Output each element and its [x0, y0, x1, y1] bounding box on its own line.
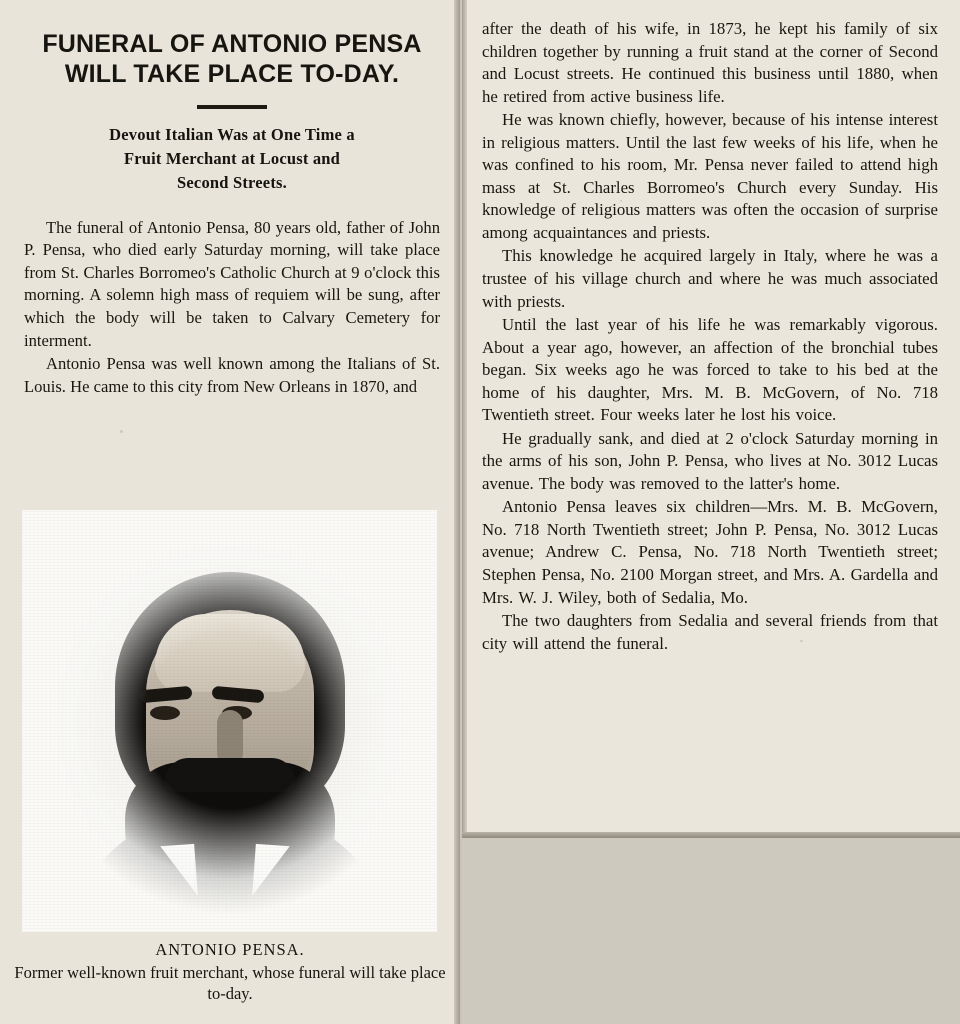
- portrait-halftone-grain: [22, 510, 437, 932]
- right-column-body: [482, 18, 938, 655]
- subheadline: [28, 123, 436, 195]
- page-bottom-background: [462, 838, 960, 1024]
- headline-line-1: FUNERAL OF ANTONIO PENSA: [42, 30, 422, 58]
- paragraph: The two daughters from Sedalia and several friends from that city will attend the funeral.: [482, 611, 938, 653]
- subheadline-line-3: Second Streets.: [177, 172, 287, 192]
- paragraph: He gradually sank, and died at 2 o'clock Saturday morning in the arms of his son, John P. Pensa, who lives at No. 3012 Lucas avenue. The body was removed to the latter's home.: [482, 428, 938, 493]
- portrait-photo-frame: [22, 510, 437, 932]
- subheadline-line-1: Devout Italian Was at One Time a: [109, 125, 355, 144]
- paragraph: Until the last year of his life he was remarkably vigorous. About a year ago, however, an affection of the bronchial tubes began. Six weeks ago he was forced to take to his bed at the home of his daughter, Mrs. M. B. McGovern, of No. 718 Twentieth street. Four weeks later he lost his voice.: [482, 315, 938, 425]
- photo-caption-title: ANTONIO PENSA.: [155, 940, 305, 959]
- page-title: [24, 30, 440, 89]
- paragraph: The funeral of Antonio Pensa, 80 years old, father of John P. Pensa, who died early Saturday morning, will take place from St. Charles Borromeo's Catholic Church at 9 o'clock this morning. A solemn high mass of requiem will be sung, after which the body will be taken to Calvary Cemetery for interment.: [24, 217, 440, 350]
- left-column: [0, 0, 460, 1024]
- paragraph: after the death of his wife, in 1873, he kept his family of six children together by running a fruit stand at the corner of Second and Locust streets. He continued this business until 1880, when he retired from active business life.: [482, 19, 938, 106]
- photo-caption: [10, 940, 450, 1005]
- portrait-of-antonio-pensa: [22, 510, 437, 932]
- photo-caption-body: Former well-known fruit merchant, whose funeral will take place to-day.: [14, 963, 446, 1004]
- paragraph: Antonio Pensa leaves six children—Mrs. M. B. McGovern, No. 718 North Twentieth street; John P. Pensa, No. 3012 Lucas avenue; Andrew C. Pensa, No. 718 North Twentieth street; Stephen Pensa, No. 2100 Morgan street, and Mrs. A. Gardella and Mrs. W. J. Wiley, both of Sedalia, Mo.: [482, 497, 938, 607]
- paragraph: This knowledge he acquired largely in Italy, where he was a trustee of his village church and where he was much associated with priests.: [482, 246, 938, 311]
- left-column-body: [24, 217, 440, 398]
- headline-line-2: WILL TAKE PLACE TO-DAY.: [64, 59, 400, 88]
- paragraph: Antonio Pensa was well known among the Italians of St. Louis. He came to this city from New Orleans in 1870, and: [24, 353, 440, 396]
- subheadline-line-2: Fruit Merchant at Locust and: [123, 148, 341, 168]
- headline-divider: [197, 105, 267, 109]
- paragraph: He was known chiefly, however, because of his intense interest in religious matters. Until the last few weeks of his life, when he was confined to his room, Mr. Pensa never failed to attend high mass at St. Charles Borromeo's Church every Sunday. His knowledge of religious matters was often the occasion of surprise among acquaintances and priests.: [482, 110, 938, 243]
- right-column: [462, 0, 960, 838]
